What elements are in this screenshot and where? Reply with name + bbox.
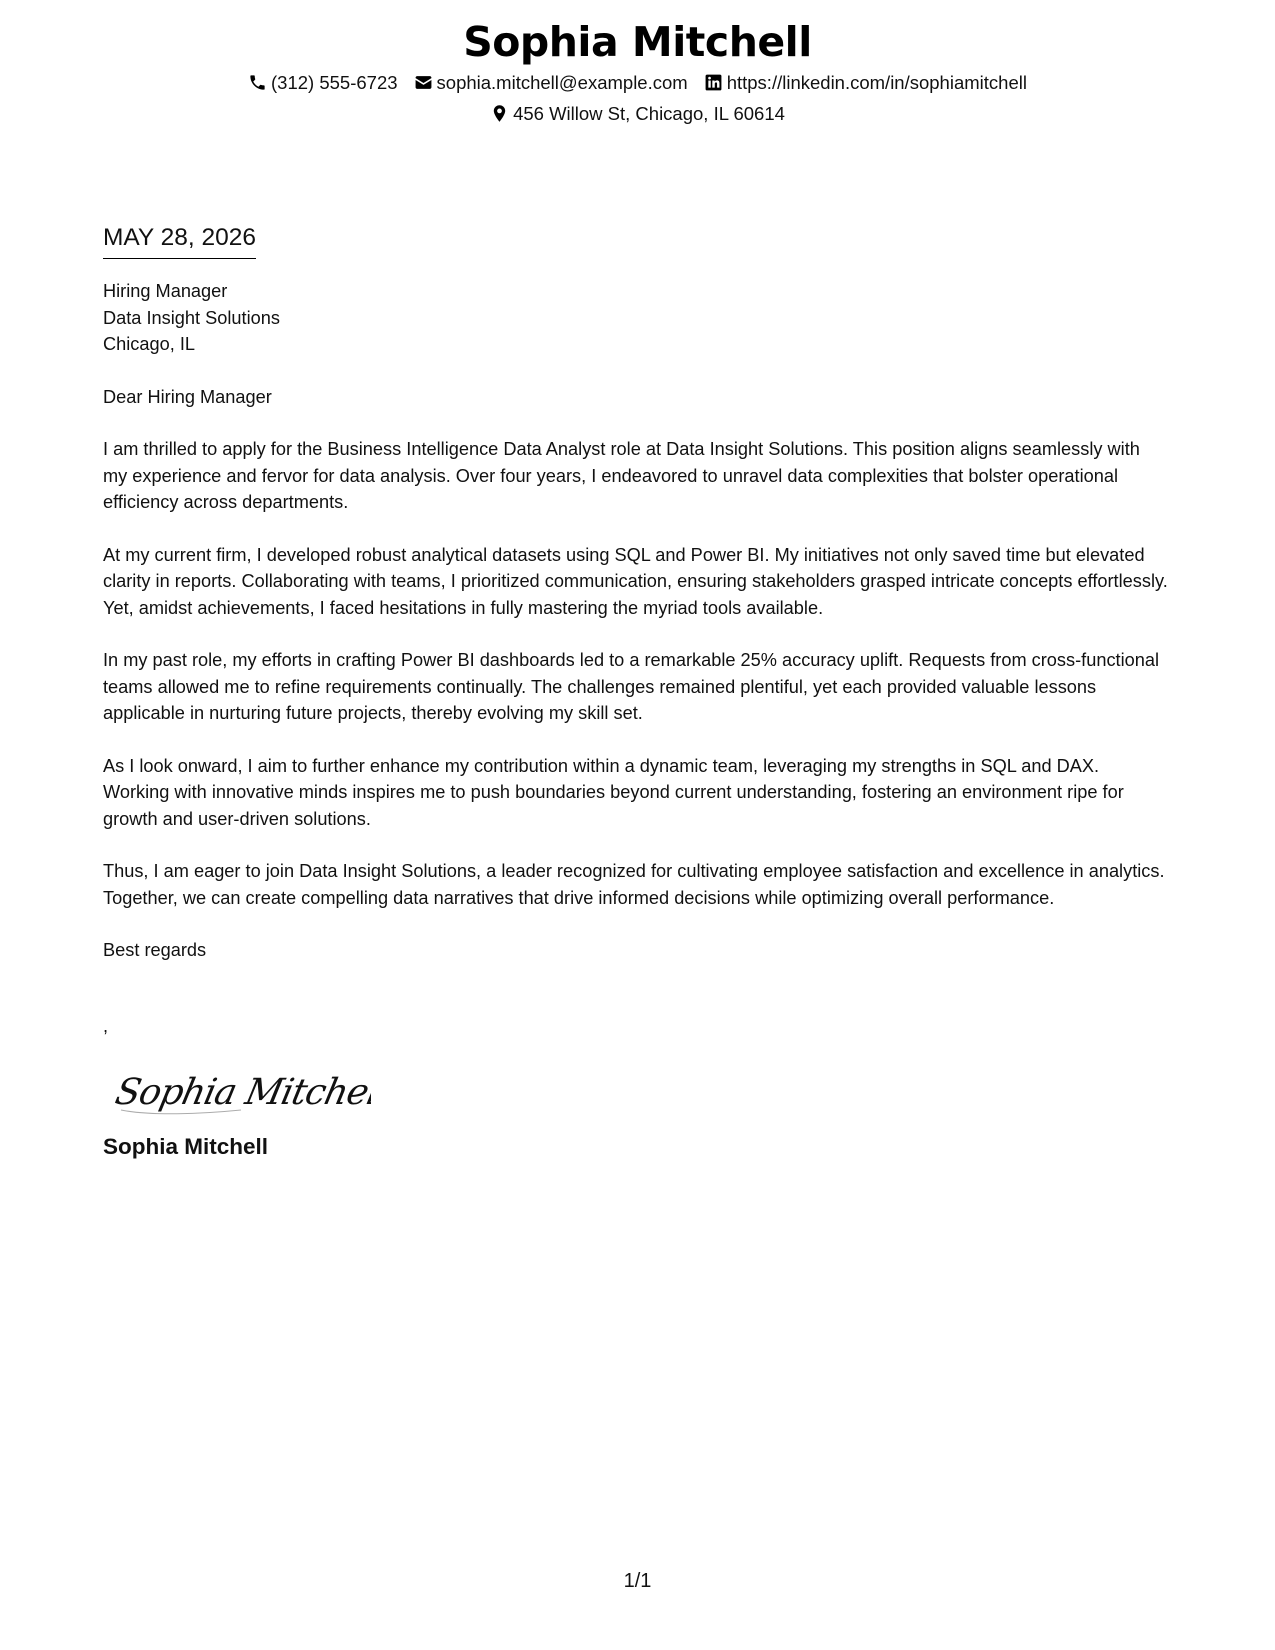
closing: Best regards [103,940,207,960]
phone-text: (312) 555-6723 [271,72,398,94]
letter-date: MAY 28, 2026 [103,222,256,259]
applicant-name: Sophia Mitchell [463,18,812,66]
letter-header [0,18,1275,129]
address-text: 456 Willow St, Chicago, IL 60614 [513,103,785,125]
body-paragraph: Thus, I am eager to join Data Insight Solutions, a leader recognized for cultivating employee satisfaction and excellence in analytics. Together, we can create compelling data narratives that drive informed decisions while optimizing overall performance. [103,861,1165,908]
recipient-location: Chicago, IL [103,334,196,354]
recipient-title: Hiring Manager [103,281,228,301]
recipient-block [103,278,1168,358]
closing-comma: , [103,1015,109,1036]
linkedin-icon [704,73,723,92]
contact-row-address [0,98,1275,129]
envelope-icon [414,73,433,92]
signature-image [111,1060,371,1130]
page-number: 1/1 [623,1570,652,1592]
map-marker-icon [490,104,509,123]
salutation: Dear Hiring Manager [103,386,272,407]
body-paragraph: At my current firm, I developed robust analytical datasets using SQL and Power BI. My initiatives not only saved time but elevated clarity in reports. Collaborating with teams, I prioritized communication, ensuring stakeholders grasped intricate concepts effortlessly. Yet, amidst achievements, I faced hesitations in fully mastering the myriad tools available. [103,544,1168,618]
signature-drawing [111,1060,371,1130]
contact-row-primary [0,67,1275,98]
contact-email[interactable] [414,67,688,98]
signed-name: Sophia Mitchell [103,1133,269,1159]
email-link[interactable]: sophia.mitchell@example.com [436,72,688,94]
letter-body [103,222,1168,1162]
body-paragraph: I am thrilled to apply for the Business Intelligence Data Analyst role at Data Insight Solutions. This position aligns seamlessly with my experience and fervor for data analysis. Over four years, I endeavored to unravel data complexities that bolster operational efficiency across departments. [103,439,1140,512]
contact-linkedin[interactable] [704,67,1027,98]
body-paragraph: As I look onward, I aim to further enhance my contribution within a dynamic team, leveraging my strengths in SQL and DAX. Working with innovative minds inspires me to push boundaries beyond current understanding, fostering an environment ripe for growth and user-driven solutions. [103,755,1124,829]
contact-address [490,98,785,129]
recipient-company: Data Insight Solutions [103,307,280,328]
linkedin-link[interactable]: https://linkedin.com/in/sophiamitchell [726,72,1027,94]
contact-phone [248,67,398,98]
body-paragraph: In my past role, my efforts in crafting Power BI dashboards led to a remarkable 25% accuracy uplift. Requests from cross-functional teams allowed me to refine requirements continually. The challenges remained plentiful, yet each provided valuable lessons applicable in nurturing future projects, thereby evolving my skill set. [103,650,1160,723]
svg-text:Sophia Mitchell: Sophia Mitchell [111,1069,371,1113]
phone-icon [248,73,267,92]
